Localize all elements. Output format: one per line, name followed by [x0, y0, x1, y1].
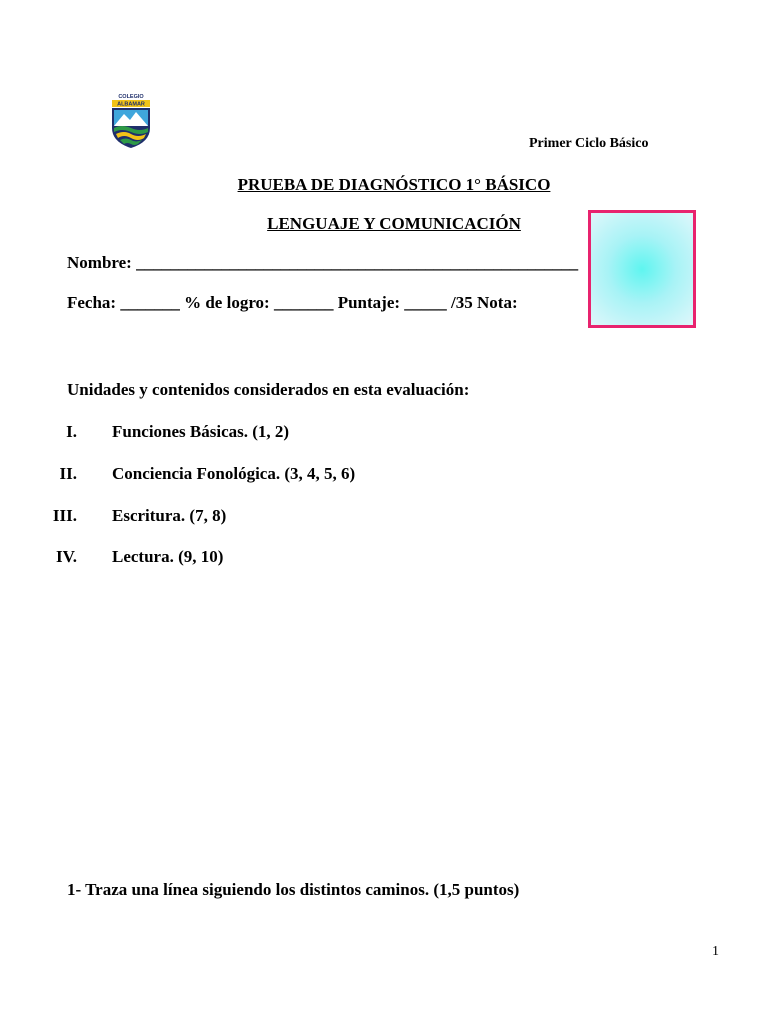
cycle-label: Primer Ciclo Básico — [529, 136, 649, 151]
test-title: PRUEBA DE DIAGNÓSTICO 1° BÁSICO — [237, 175, 551, 194]
date-score-fields[interactable]: Fecha: _______ % de logro: _______ Puntaje: _____ /35 Nota: — [67, 293, 518, 312]
unit-text: Lectura. (9, 10) — [112, 547, 224, 566]
units-heading: Unidades y contenidos considerados en esta evaluación: — [67, 380, 470, 399]
page-number: 1 — [712, 944, 719, 959]
unit-number: II. — [59, 464, 77, 483]
subject-title: LENGUAJE Y COMUNICACIÓN — [267, 214, 521, 233]
unit-number: I. — [66, 422, 77, 441]
logo-text-top: COLEGIO — [118, 94, 144, 100]
crest-icon — [106, 92, 156, 150]
unit-text: Conciencia Fonológica. (3, 4, 5, 6) — [112, 464, 356, 483]
question-1: 1- Traza una línea siguiendo los distintos caminos. (1,5 puntos) — [67, 880, 520, 899]
grade-box — [588, 210, 696, 328]
name-field[interactable]: Nombre: ____________________________________________________ — [67, 253, 579, 272]
unit-number: III. — [52, 506, 77, 525]
unit-text: Escritura. (7, 8) — [112, 506, 227, 525]
logo-text-name: ALBAMAR — [117, 101, 145, 108]
unit-number: IV. — [56, 547, 77, 566]
unit-text: Funciones Básicas. (1, 2) — [112, 422, 290, 441]
school-logo — [106, 92, 156, 150]
